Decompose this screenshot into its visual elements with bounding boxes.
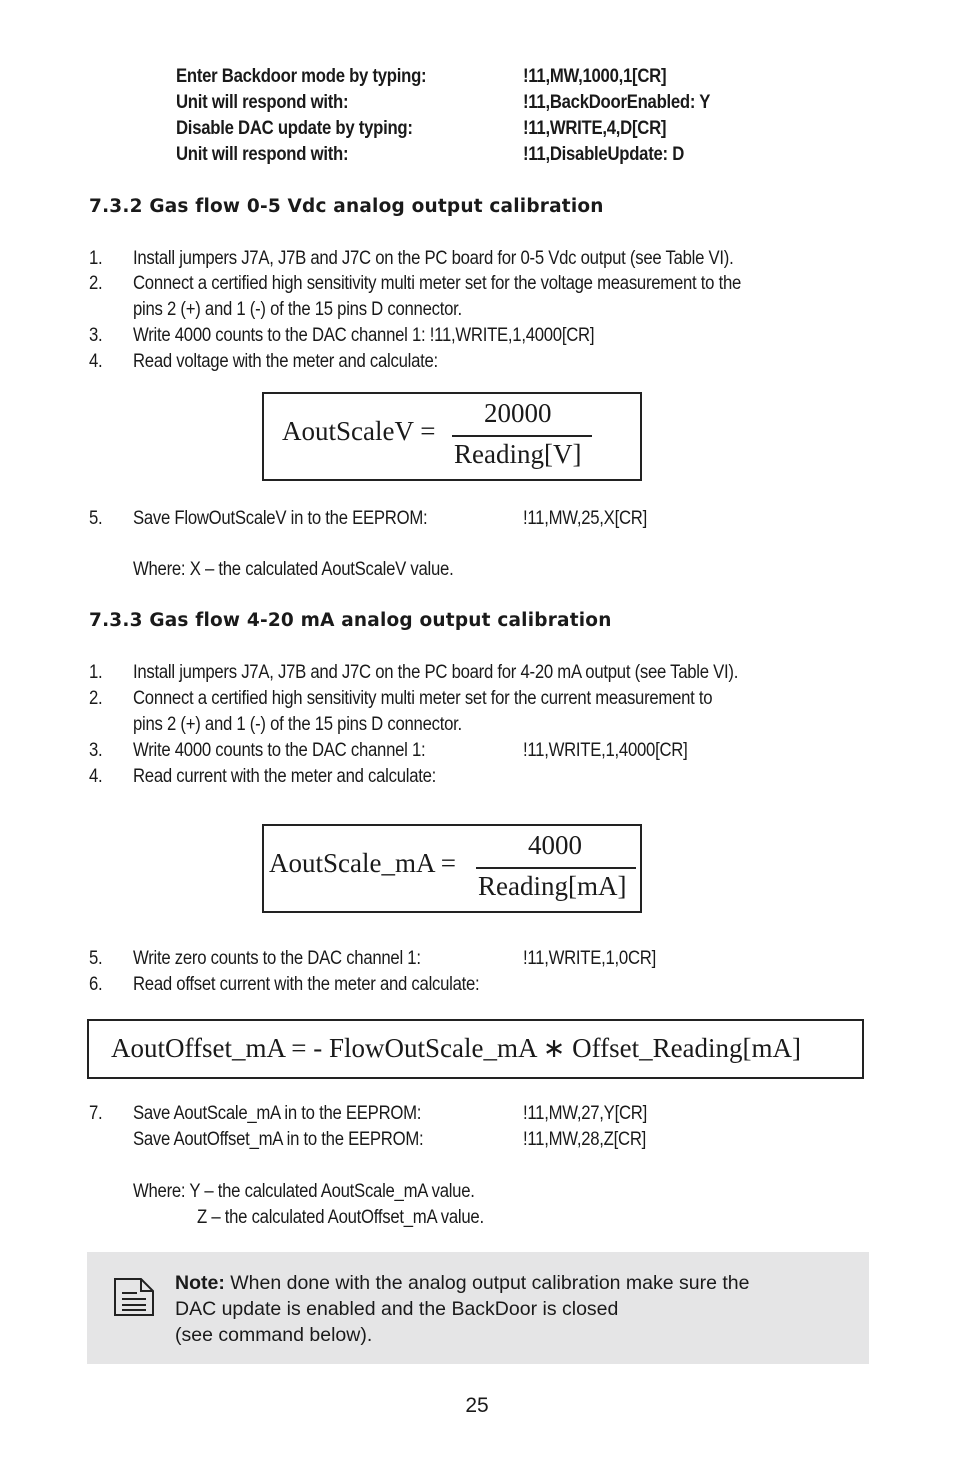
step-text: Save FlowOutScaleV in to the EEPROM: (133, 508, 428, 529)
note-label: Note: (175, 1272, 225, 1294)
step-number: 3. (89, 325, 103, 346)
step-text-cont: pins 2 (+) and 1 (-) of the 15 pins D connector. (133, 714, 462, 735)
formula-denominator: Reading[V] (454, 439, 582, 469)
step-number: 4. (89, 766, 103, 787)
step-command: !11,MW,25,X[CR] (523, 508, 647, 529)
step-command: !11,MW,27,Y[CR] (523, 1103, 647, 1124)
step-number: 6. (89, 974, 103, 995)
cmd-label-1: Enter Backdoor mode by typing: (176, 66, 427, 87)
formula-numerator: 20000 (484, 398, 552, 428)
section-heading-732: 7.3.2 Gas flow 0-5 Vdc analog output calibration (89, 196, 604, 217)
step-number: 2. (89, 273, 103, 294)
note-line-1: When done with the analog output calibration make sure the (224, 1272, 750, 1294)
cmd-label-4: Unit will respond with: (176, 144, 349, 165)
step-number: 1. (89, 248, 103, 269)
step-text: Read current with the meter and calculate: (133, 766, 437, 787)
cmd-label-2: Unit will respond with: (176, 92, 349, 113)
step-number: 4. (89, 351, 103, 372)
where-text-cont: Z – the calculated AoutOffset_mA value. (197, 1207, 484, 1228)
note-line-3: (see command below). (175, 1324, 373, 1346)
step-text: Write 4000 counts to the DAC channel 1: (133, 740, 426, 761)
step-text: Read offset current with the meter and calculate: (133, 974, 480, 995)
fraction-line (476, 867, 636, 869)
step-text-cont: Save AoutOffset_mA in to the EEPROM: (133, 1129, 424, 1150)
step-number: 5. (89, 508, 103, 529)
step-number: 3. (89, 740, 103, 761)
section-heading-733: 7.3.3 Gas flow 4-20 mA analog output calibration (89, 610, 612, 631)
where-text: Where: Y – the calculated AoutScale_mA value. (133, 1181, 475, 1202)
step-text: Write zero counts to the DAC channel 1: (133, 948, 421, 969)
step-number: 5. (89, 948, 103, 969)
step-text-cont: pins 2 (+) and 1 (-) of the 15 pins D connector. (133, 299, 462, 320)
step-text: Install jumpers J7A, J7B and J7C on the PC board for 0-5 Vdc output (see Table VI). (133, 248, 734, 269)
page-number: 25 (465, 1394, 489, 1417)
cmd-value-1: !11,MW,1000,1[CR] (523, 66, 667, 87)
cmd-value-3: !11,WRITE,4,D[CR] (523, 118, 667, 139)
step-command: !11,WRITE,1,0CR] (523, 948, 656, 969)
step-number: 1. (89, 662, 103, 683)
step-number: 2. (89, 688, 103, 709)
step-text: Read voltage with the meter and calculate: (133, 351, 438, 372)
note-text (175, 1270, 750, 1348)
step-command: !11,MW,28,Z[CR] (523, 1129, 647, 1150)
step-number: 7. (89, 1103, 103, 1124)
cmd-label-3: Disable DAC update by typing: (176, 118, 413, 139)
note-document-icon (113, 1277, 155, 1317)
step-text: Write 4000 counts to the DAC channel 1: !11,WRITE,1,4000[CR] (133, 325, 595, 346)
cmd-value-2: !11,BackDoorEnabled: Y (523, 92, 711, 113)
step-text: Connect a certified high sensitivity multi meter set for the voltage measurement to the (133, 273, 742, 294)
formula-aoutoffset-ma (87, 1019, 864, 1079)
step-command: !11,WRITE,1,4000[CR] (523, 740, 688, 761)
cmd-value-4: !11,DisableUpdate: D (523, 144, 685, 165)
formula-numerator: 4000 (528, 830, 582, 860)
formula-aoutscale-ma (262, 824, 642, 913)
formula-aoutscalev (262, 392, 642, 481)
formula-expression: AoutOffset_mA = - FlowOutScale_mA ∗ Offset_Reading[mA] (111, 1033, 802, 1063)
step-text: Save AoutScale_mA in to the EEPROM: (133, 1103, 422, 1124)
note-line-2: DAC update is enabled and the BackDoor is closed (175, 1298, 619, 1320)
step-text: Connect a certified high sensitivity multi meter set for the current measurement to (133, 688, 713, 709)
formula-lhs: AoutScale_mA = (269, 848, 456, 878)
where-text: Where: X – the calculated AoutScaleV value. (133, 559, 454, 580)
fraction-line (452, 435, 592, 437)
step-text: Install jumpers J7A, J7B and J7C on the PC board for 4-20 mA output (see Table VI). (133, 662, 739, 683)
formula-denominator: Reading[mA] (478, 871, 627, 901)
formula-lhs: AoutScaleV = (282, 416, 436, 446)
